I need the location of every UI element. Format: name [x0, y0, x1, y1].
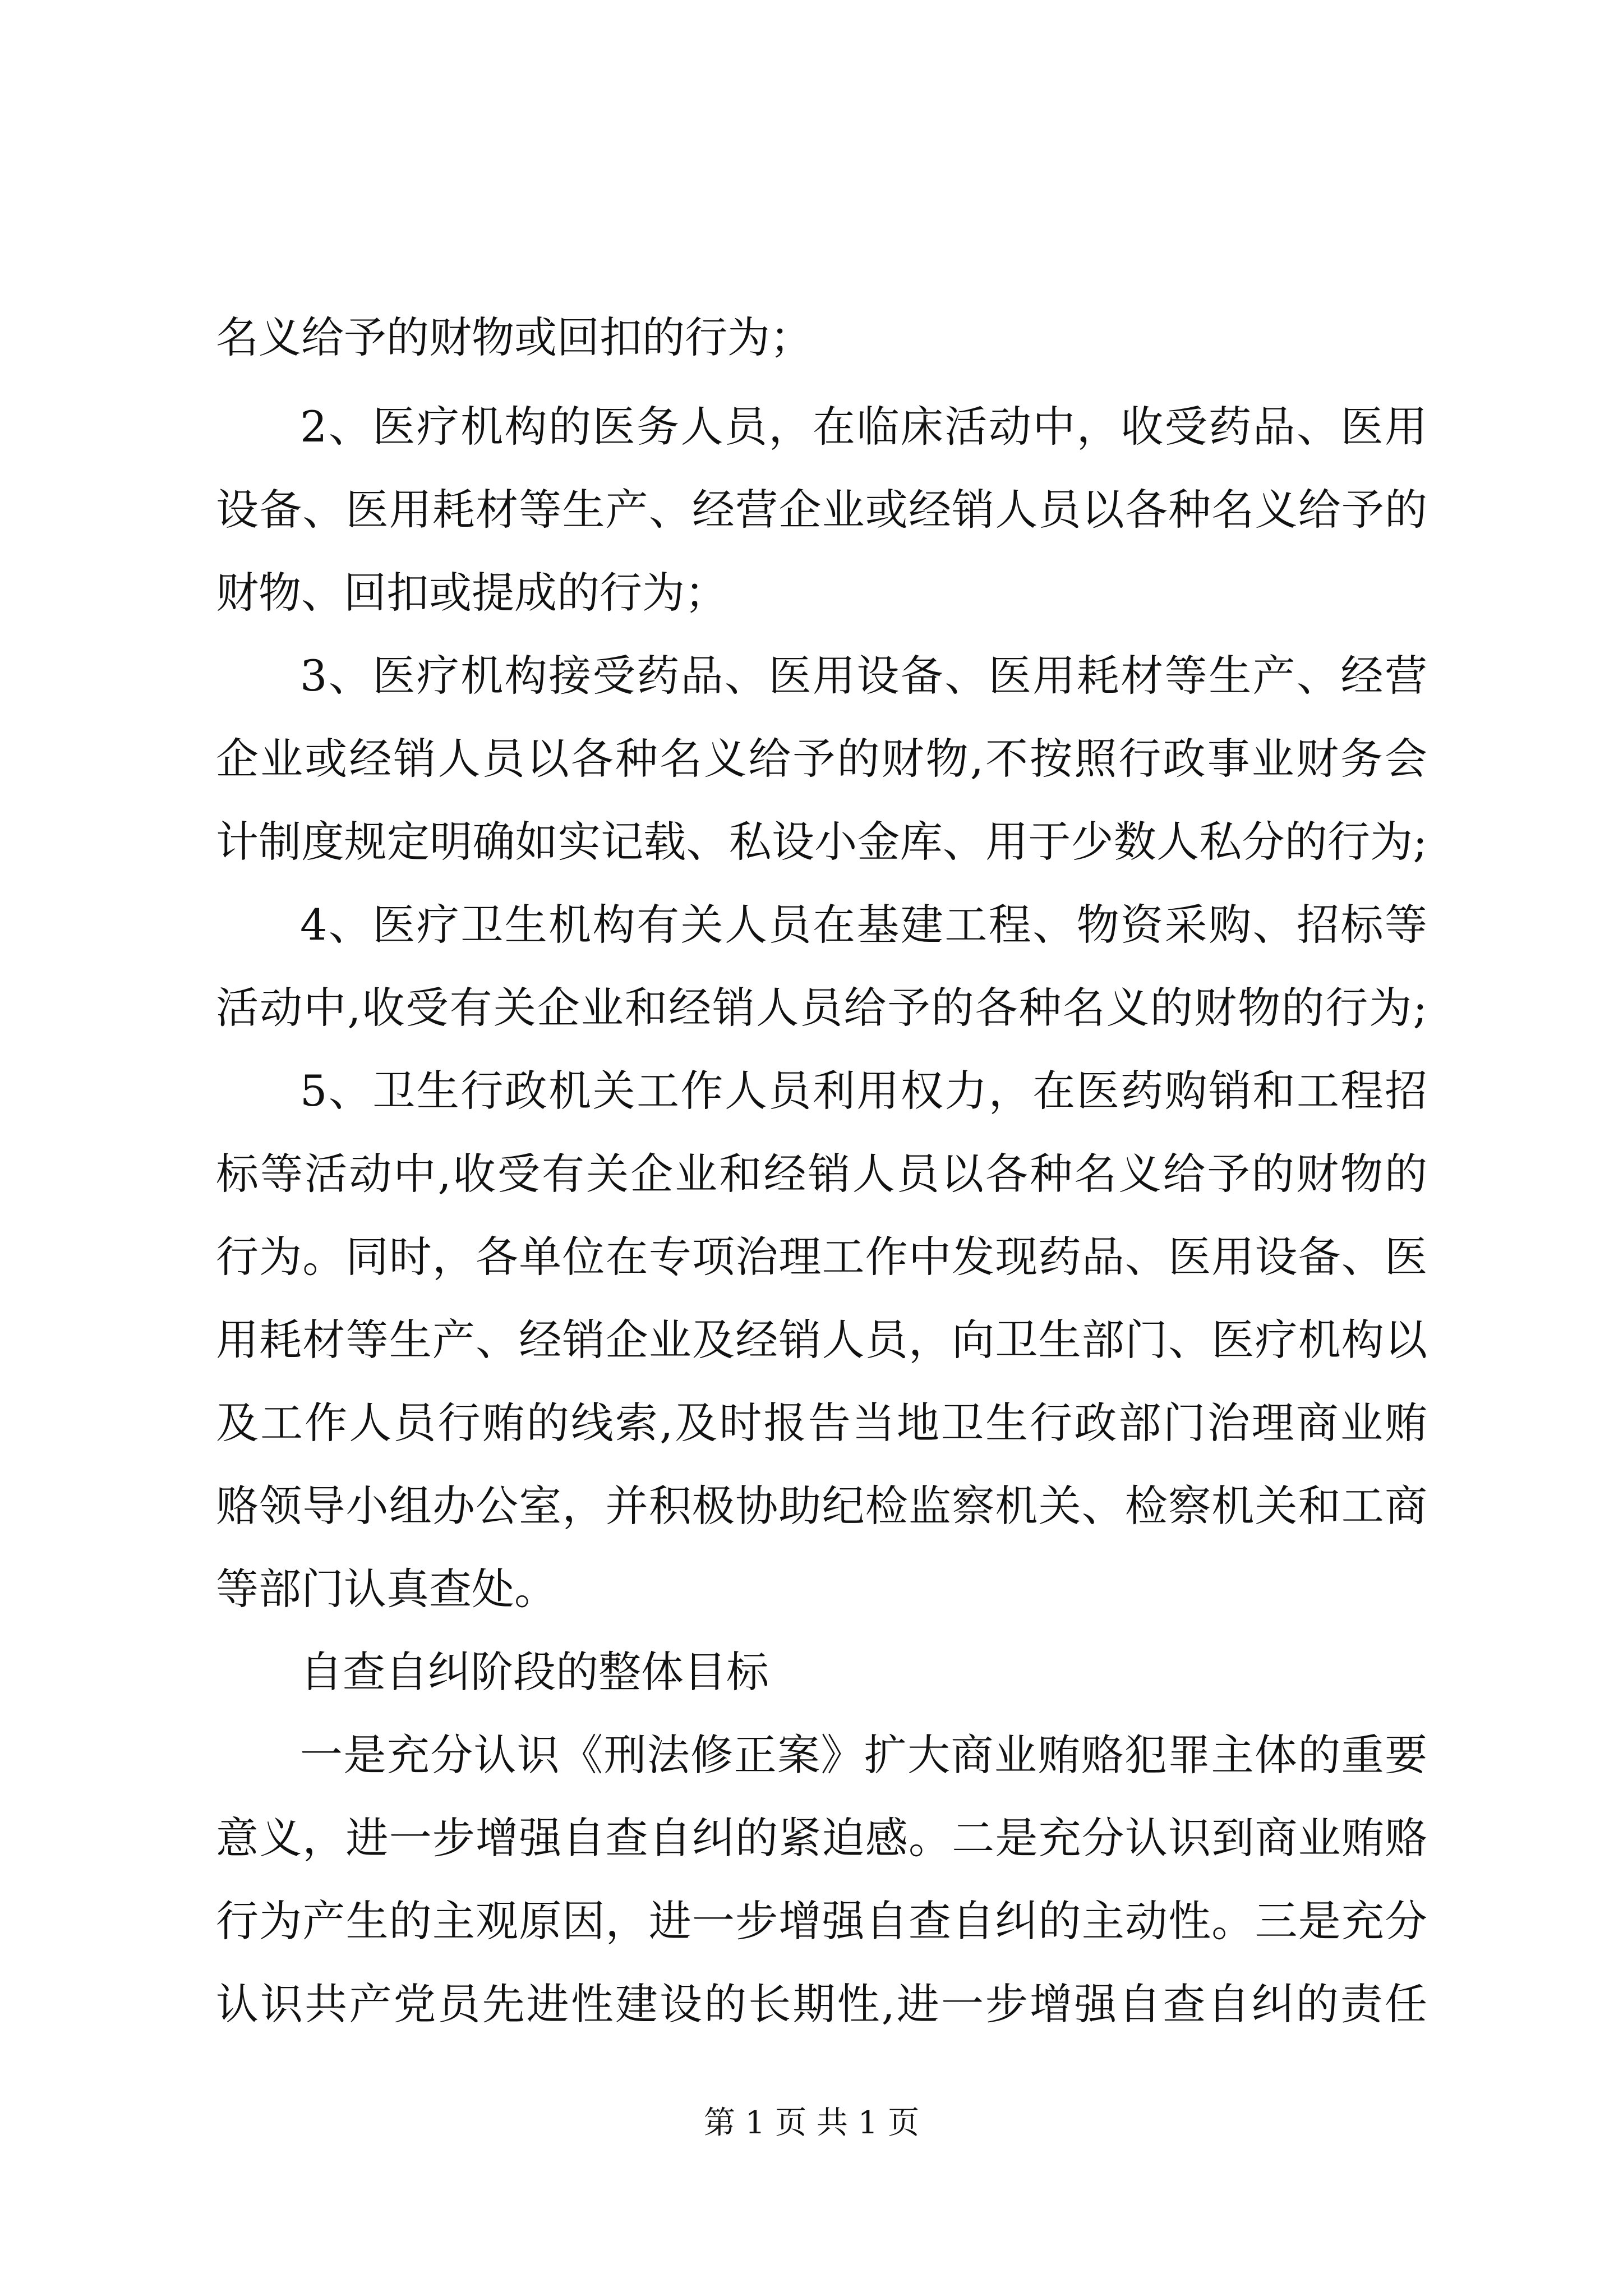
text-line: 认识共产党员先进性建设的长期性,进一步增强自查自纠的责任	[216, 1979, 1427, 2029]
text-line: 3、医疗机构接受药品、医用设备、医用耗材等生产、经营	[300, 651, 1427, 701]
text-line: 一是充分认识《刑法修正案》扩大商业贿赂犯罪主体的重要	[300, 1730, 1427, 1780]
text-line: 设备、医用耗材等生产、经营企业或经销人员以各种名义给予的	[216, 485, 1427, 535]
text-line: 意义，进一步增强自查自纠的紧迫感。二是充分认识到商业贿赂	[216, 1813, 1427, 1863]
text-line: 赂领导小组办公室，并积极协助纪检监察机关、检察机关和工商	[216, 1481, 1427, 1531]
text-line: 4、医疗卫生机构有关人员在基建工程、物资采购、招标等	[300, 900, 1427, 950]
text-line: 等部门认真查处。	[216, 1564, 557, 1614]
text-line: 及工作人员行贿的线索,及时报告当地卫生行政部门治理商业贿	[216, 1398, 1427, 1448]
text-line: 企业或经销人员以各种名义给予的财物,不按照行政事业财务会	[216, 734, 1427, 784]
text-line: 行为产生的主观原因，进一步增强自查自纠的主动性。三是充分	[216, 1896, 1427, 1946]
text-line: 活动中,收受有关企业和经销人员给予的各种名义的财物的行为;	[216, 983, 1427, 1033]
text-line: 名义给予的财物或回扣的行为；	[216, 312, 813, 362]
section-heading: 自查自纠阶段的整体目标	[300, 1647, 769, 1697]
text-line: 财物、回扣或提成的行为；	[216, 568, 727, 618]
text-line: 5、卫生行政机关工作人员利用权力，在医药购销和工程招	[300, 1066, 1427, 1116]
page-number-footer: 第 1 页 共 1 页	[703, 2105, 920, 2141]
text-line: 标等活动中,收受有关企业和经销人员以各种名义给予的财物的	[216, 1149, 1427, 1199]
text-line: 2、医疗机构的医务人员，在临床活动中，收受药品、医用	[300, 402, 1427, 452]
text-line: 行为。同时，各单位在专项治理工作中发现药品、医用设备、医	[216, 1232, 1427, 1282]
text-line: 用耗材等生产、经销企业及经销人员，向卫生部门、医疗机构以	[216, 1315, 1427, 1365]
text-line: 计制度规定明确如实记载、私设小金库、用于少数人私分的行为;	[216, 817, 1427, 867]
